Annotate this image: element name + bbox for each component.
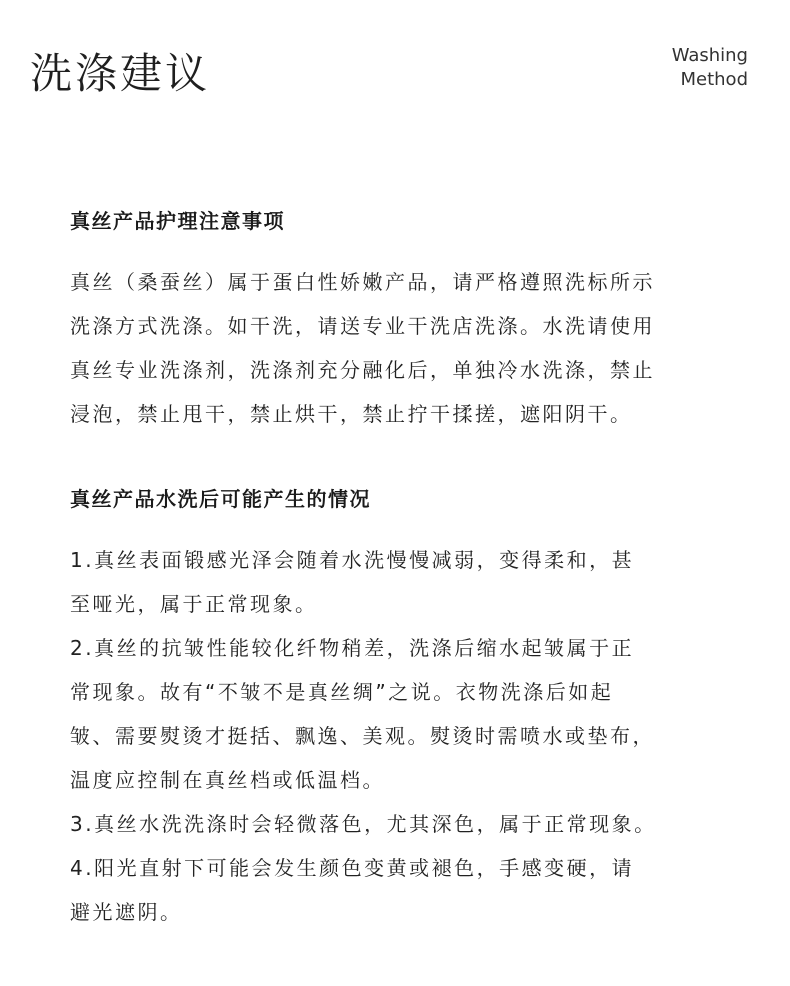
care-notes-body bbox=[70, 260, 730, 436]
list-line: 避光遮阴。 bbox=[70, 900, 183, 924]
list-line: 2.真丝的抗皱性能较化纤物稍差，洗涤后缩水起皱属于正 bbox=[70, 636, 635, 660]
after-wash-body bbox=[70, 538, 730, 934]
page-title: 洗涤建议 bbox=[30, 49, 211, 98]
after-wash-heading: 真丝产品水洗后可能产生的情况 bbox=[70, 487, 371, 511]
list-line: 1.真丝表面锻感光泽会随着水洗慢慢减弱，变得柔和，甚 bbox=[70, 548, 635, 572]
care-notes-section bbox=[70, 206, 730, 436]
paragraph-line: 浸泡，禁止甩干，禁止烘干，禁止拧干揉搓，遮阳阴干。 bbox=[70, 402, 633, 426]
page-subtitle bbox=[672, 44, 748, 92]
list-line: 温度应控制在真丝档或低温档。 bbox=[70, 768, 385, 792]
list-line: 3.真丝水洗洗涤时会轻微落色，尤其深色，属于正常现象。 bbox=[70, 812, 657, 836]
subtitle-line: Method bbox=[680, 69, 748, 90]
subtitle-line: Washing bbox=[671, 45, 748, 66]
list-line: 皱、需要熨烫才挺括、飘逸、美观。熨烫时需喷水或垫布， bbox=[70, 724, 655, 748]
list-line: 至哑光，属于正常现象。 bbox=[70, 592, 318, 616]
paragraph-line: 真丝（桑蚕丝）属于蛋白性娇嫩产品，请严格遵照洗标所示 bbox=[70, 270, 655, 294]
care-notes-heading: 真丝产品护理注意事项 bbox=[70, 209, 285, 233]
list-line: 4.阳光直射下可能会发生颜色变黄或褪色，手感变硬，请 bbox=[70, 856, 635, 880]
paragraph-line: 洗涤方式洗涤。如干洗，请送专业干洗店洗涤。水洗请使用 bbox=[70, 314, 655, 338]
list-line: 常现象。故有“不皱不是真丝绸”之说。衣物洗涤后如起 bbox=[70, 680, 614, 704]
after-wash-section bbox=[70, 484, 730, 934]
paragraph-line: 真丝专业洗涤剂，洗涤剂充分融化后，单独冷水洗涤，禁止 bbox=[70, 358, 655, 382]
